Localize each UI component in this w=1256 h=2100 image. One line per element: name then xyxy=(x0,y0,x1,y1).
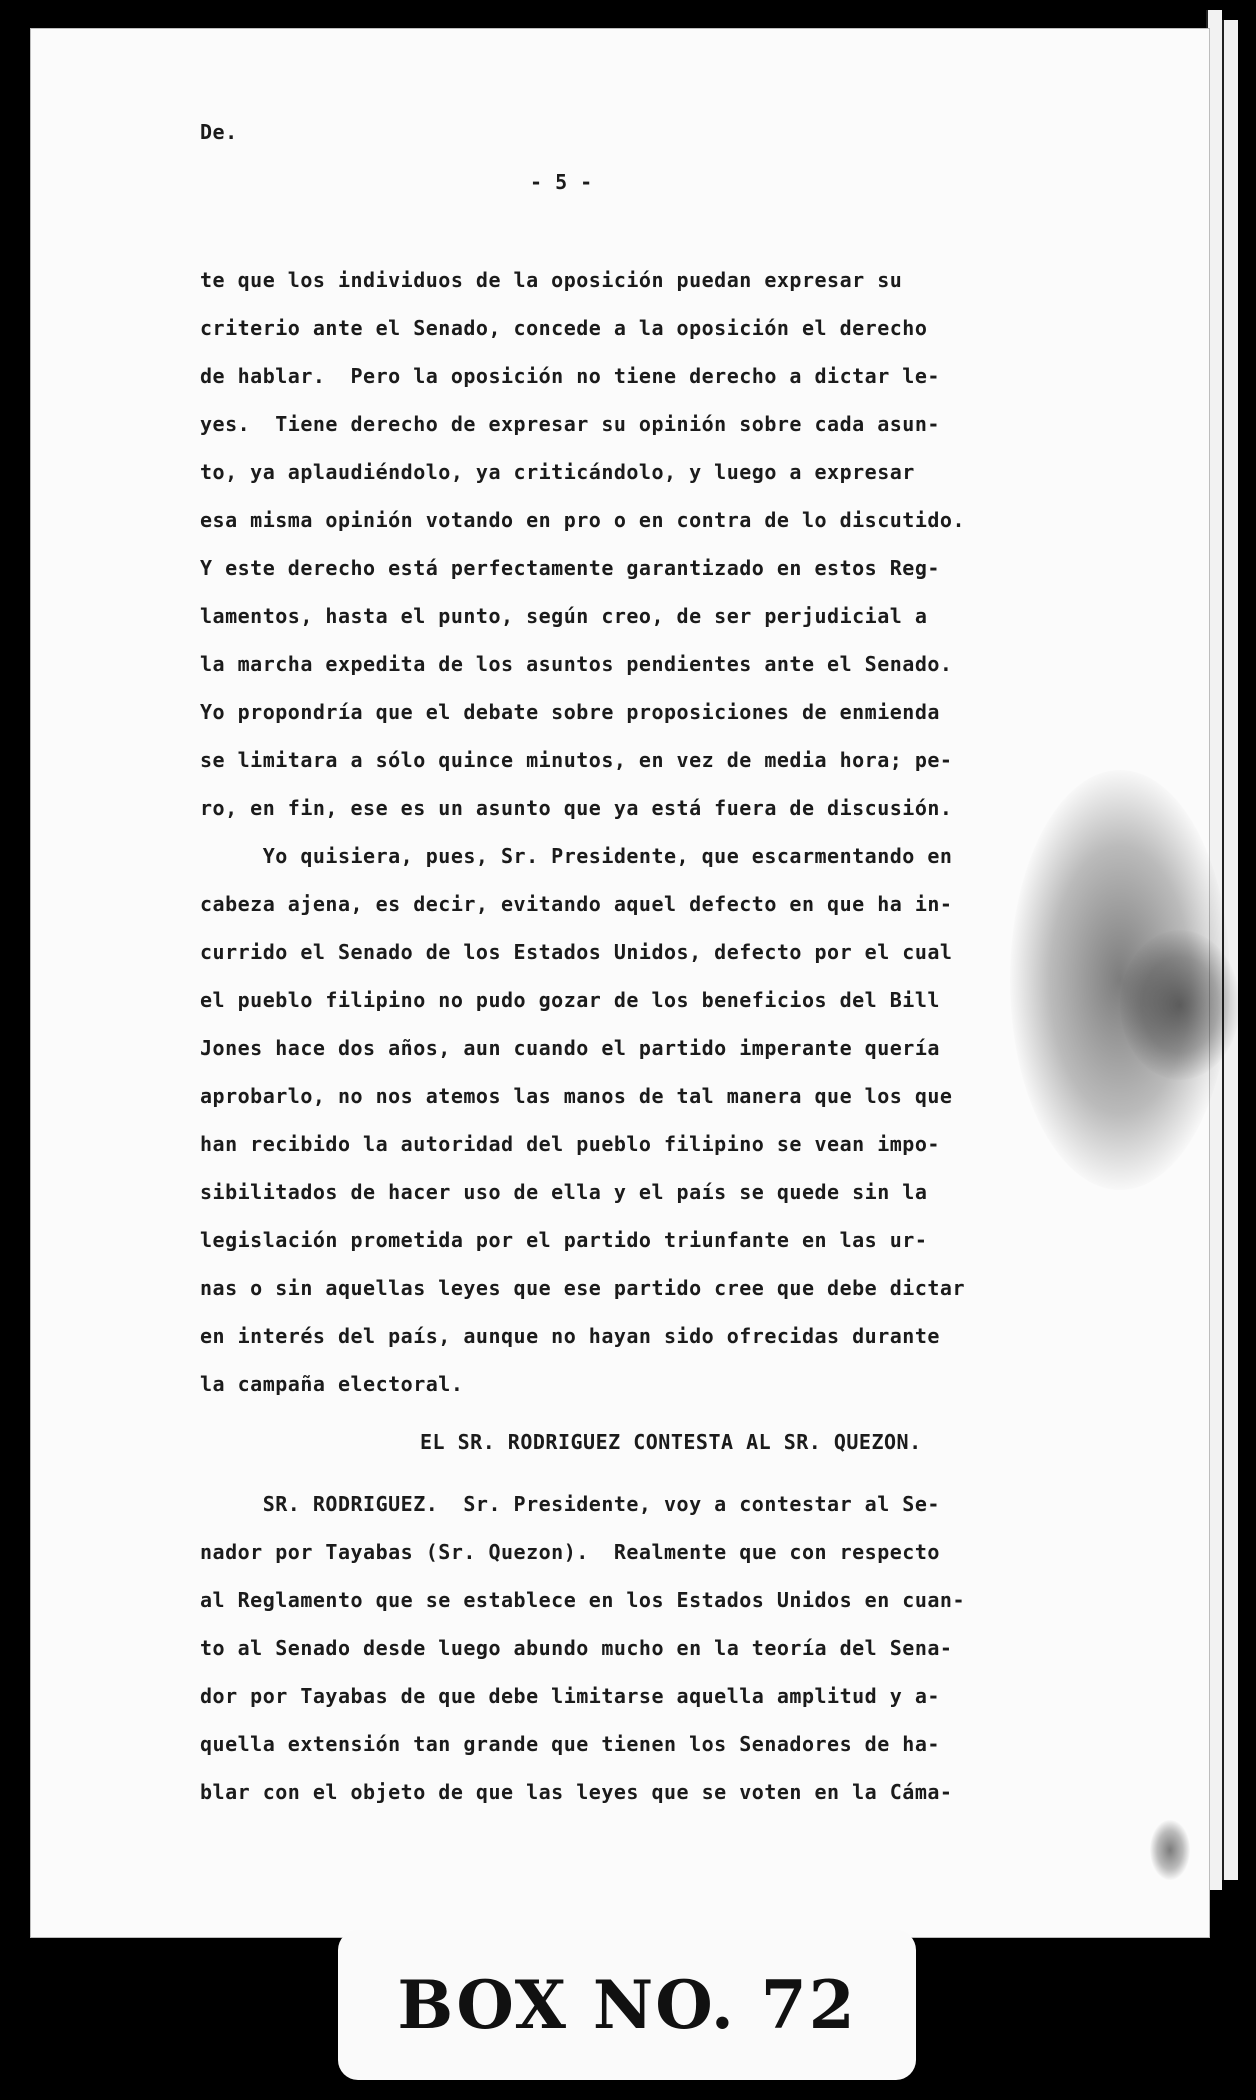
text-line: Yo quisiera, pues, Sr. Presidente, que escarmentando en xyxy=(200,844,953,868)
text-line: aprobarlo, no nos atemos las manos de tal manera que los que xyxy=(200,1084,953,1108)
ink-stain xyxy=(1120,930,1240,1080)
text-line: la marcha expedita de los asuntos pendientes ante el Senado. xyxy=(200,652,953,676)
body-paragraph xyxy=(200,256,965,1408)
text-line: han recibido la autoridad del pueblo filipino se vean impo- xyxy=(200,1132,940,1156)
text-line: al Reglamento que se establece en los Estados Unidos en cuan- xyxy=(200,1588,966,1612)
header-mark: De. xyxy=(200,120,238,144)
text-line: SR. RODRIGUEZ. Sr. Presidente, voy a contestar al Se- xyxy=(200,1492,940,1516)
text-line: Y este derecho está perfectamente garantizado en estos Reg- xyxy=(200,556,940,580)
page-number: - 5 - xyxy=(530,170,593,194)
text-line: sibilitados de hacer uso de ella y el país se quede sin la xyxy=(200,1180,928,1204)
text-line: Jones hace dos años, aun cuando el partido imperante quería xyxy=(200,1036,940,1060)
text-line: nas o sin aquellas leyes que ese partido cree que debe dictar xyxy=(200,1276,966,1300)
text-line: Yo propondría que el debate sobre proposiciones de enmienda xyxy=(200,700,940,724)
text-line: criterio ante el Senado, concede a la oposición el derecho xyxy=(200,316,928,340)
ink-stain xyxy=(1150,1820,1190,1880)
text-line: se limitara a sólo quince minutos, en vez de media hora; pe- xyxy=(200,748,953,772)
text-line: legislación prometida por el partido triunfante en las ur- xyxy=(200,1228,928,1252)
archive-box-label-text: BOX NO. 72 xyxy=(397,1966,857,2044)
text-line: en interés del país, aunque no hayan sido ofrecidas durante xyxy=(200,1324,940,1348)
text-line: te que los individuos de la oposición puedan expresar su xyxy=(200,268,903,292)
text-line: el pueblo filipino no pudo gozar de los beneficios del Bill xyxy=(200,988,940,1012)
text-line: cabeza ajena, es decir, evitando aquel defecto en que ha in- xyxy=(200,892,953,916)
text-line: dor por Tayabas de que debe limitarse aquella amplitud y a- xyxy=(200,1684,940,1708)
reply-paragraph xyxy=(200,1480,965,1816)
text-line: esa misma opinión votando en pro o en contra de lo discutido. xyxy=(200,508,966,532)
text-line: blar con el objeto de que las leyes que se voten en la Cáma- xyxy=(200,1780,953,1804)
text-line: la campaña electoral. xyxy=(200,1372,464,1396)
text-line: to, ya aplaudiéndolo, ya criticándolo, y luego a expresar xyxy=(200,460,915,484)
section-heading: EL SR. RODRIGUEZ CONTESTA AL SR. QUEZON. xyxy=(420,1430,922,1454)
text-line: to al Senado desde luego abundo mucho en la teoría del Sena- xyxy=(200,1636,953,1660)
text-line: yes. Tiene derecho de expresar su opinión sobre cada asun- xyxy=(200,412,940,436)
text-line: nador por Tayabas (Sr. Quezon). Realmente que con respecto xyxy=(200,1540,940,1564)
text-line: de hablar. Pero la oposición no tiene derecho a dictar le- xyxy=(200,364,940,388)
text-line: ro, en fin, ese es un asunto que ya está fuera de discusión. xyxy=(200,796,953,820)
text-line: currido el Senado de los Estados Unidos, defecto por el cual xyxy=(200,940,953,964)
text-line: quella extensión tan grande que tienen los Senadores de ha- xyxy=(200,1732,940,1756)
archive-box-label xyxy=(338,1930,916,2080)
text-line: lamentos, hasta el punto, según creo, de ser perjudicial a xyxy=(200,604,928,628)
